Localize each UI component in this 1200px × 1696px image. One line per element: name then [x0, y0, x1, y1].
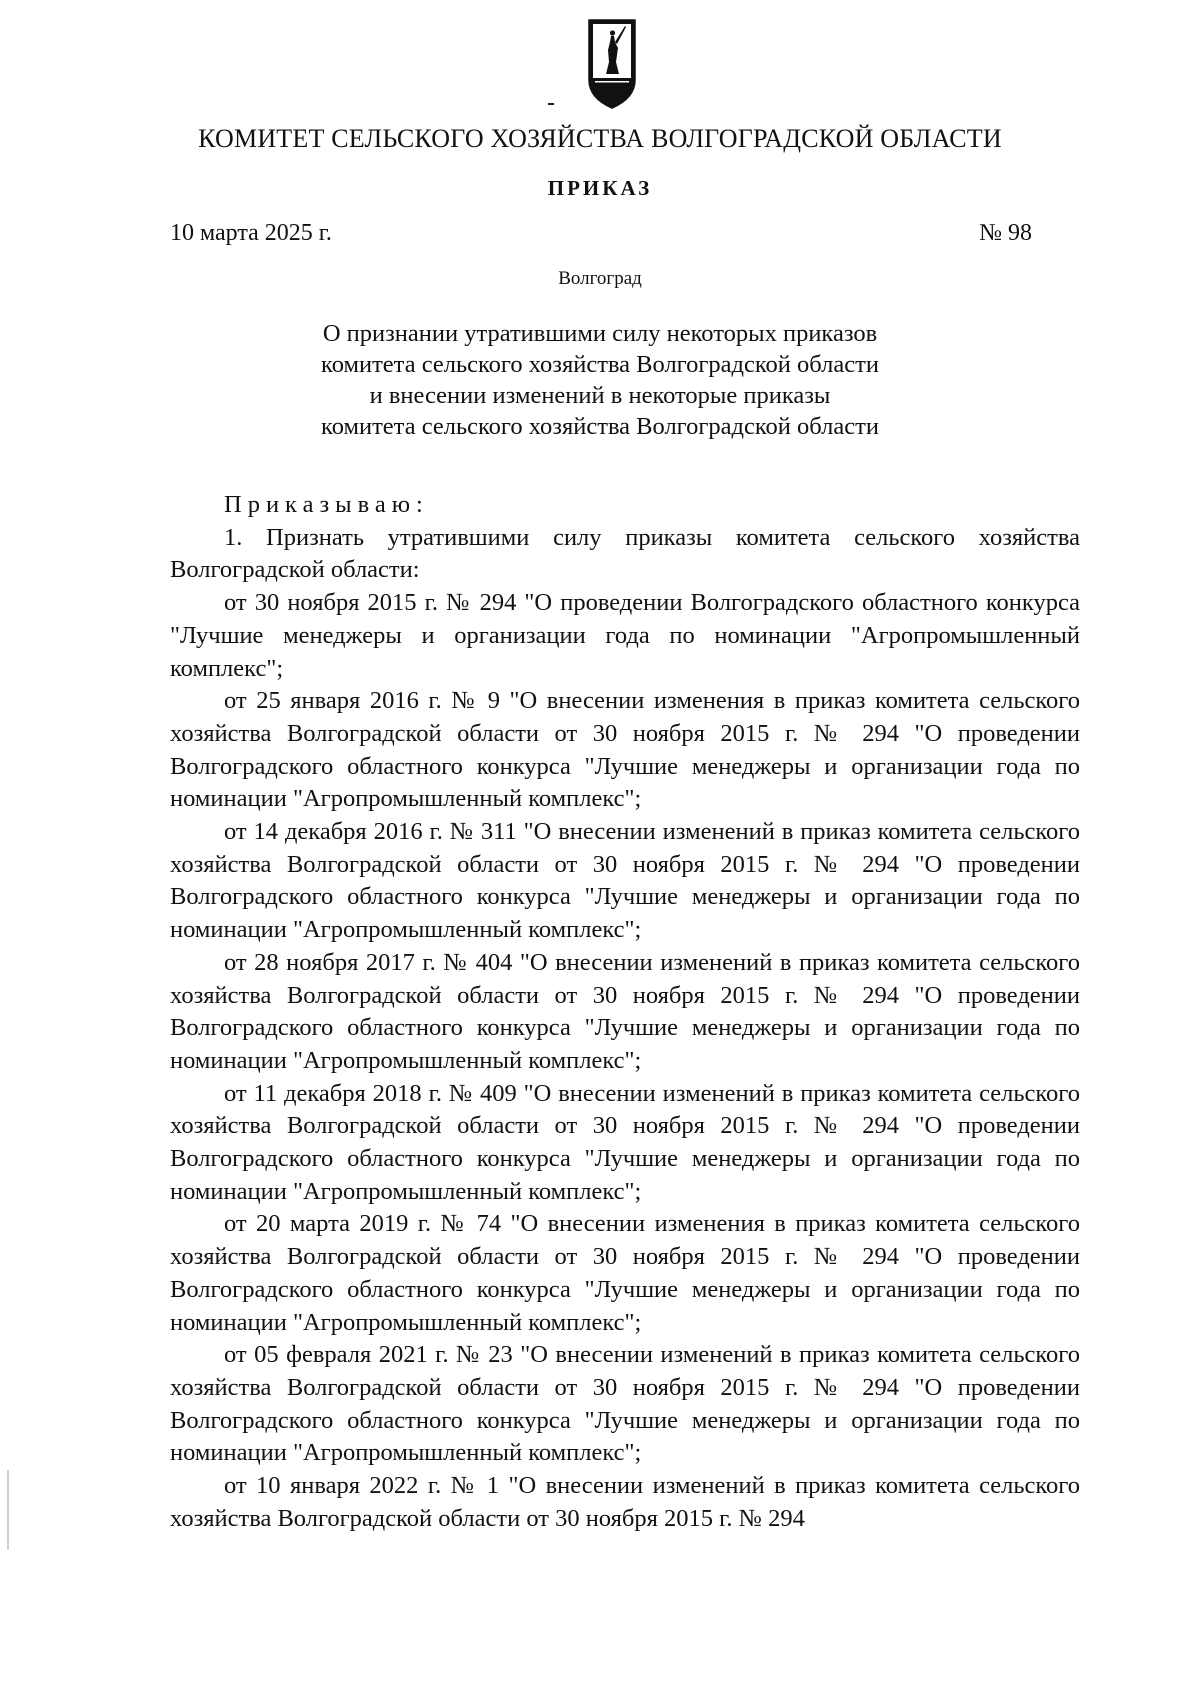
paragraph: от 11 декабря 2018 г. № 409 "О внесении изменений в приказ комитета сельского хозяйства Волгоградской области от 30 ноября 2015 г. № 294 "О проведении Волгоградского областного конкурса "Лучшие менеджеры и организации года по номинации "Агропромышленный комплекс"; [170, 1079, 1080, 1205]
document-city: Волгоград [558, 268, 642, 289]
paragraph: от 30 ноября 2015 г. № 294 "О проведении Волгоградского областного конкурса "Лучшие менеджеры и организации года по номинации "Агропромышленный комплекс"; [170, 589, 1080, 682]
paragraph: 1. Признать утратившими силу приказы комитета сельского хозяйства Волгоградской области: [170, 523, 1080, 584]
paragraph: от 28 ноября 2017 г. № 404 "О внесении изменений в приказ комитета сельского хозяйства Волгоградской области от 30 ноября 2015 г. № 294 "О проведении Волгоградского областного конкурса "Лучшие менеджеры и организации года по номинации "Агропромышленный комплекс"; [170, 948, 1080, 1074]
scan-edge-mark [7, 1470, 9, 1550]
document-body [170, 489, 1080, 1536]
paragraph: от 05 февраля 2021 г. № 23 "О внесении изменений в приказ комитета сельского хозяйства Волгоградской области от 30 ноября 2015 г. № 294 "О проведении Волгоградского областного конкурса "Лучшие менеджеры и организации года по номинации "Агропромышленный комплекс"; [170, 1341, 1080, 1467]
document-number: № 98 [979, 220, 1032, 246]
title-line: О признании утратившими силу некоторых приказов [322, 320, 878, 347]
paragraph: от 20 марта 2019 г. № 74 "О внесении изменения в приказ комитета сельского хозяйства Волгоградской области от 30 ноября 2015 г. № 294 "О проведении Волгоградского областного конкурса "Лучшие менеджеры и организации года по номинации "Агропромышленный комплекс"; [170, 1210, 1080, 1336]
document-date: 10 марта 2025 г. [170, 220, 332, 246]
title-line: комитета сельского хозяйства Волгоградской области [321, 351, 879, 378]
document-type: ПРИКАЗ [547, 176, 653, 200]
paragraph: от 10 января 2022 г. № 1 "О внесении изменений в приказ комитета сельского хозяйства Волгоградской области от 30 ноября 2015 г. № 294 [170, 1472, 1080, 1532]
committee-name: КОМИТЕТ СЕЛЬСКОГО ХОЗЯЙСТВА ВОЛГОГРАДСКОЙ ОБЛАСТИ [198, 124, 1002, 153]
title-line: комитета сельского хозяйства Волгоградской области [321, 413, 879, 440]
paragraph: от 25 января 2016 г. № 9 "О внесении изменения в приказ комитета сельского хозяйства Волгоградской области от 30 ноября 2015 г. № 294 "О проведении Волгоградского областного конкурса "Лучшие менеджеры и организации года по номинации "Агропромышленный комплекс"; [170, 687, 1080, 813]
volgograd-coat-of-arms-icon [587, 18, 637, 110]
paragraph: от 14 декабря 2016 г. № 311 "О внесении изменений в приказ комитета сельского хозяйства Волгоградской области от 30 ноября 2015 г. № 294 "О проведении Волгоградского областного конкурса "Лучшие менеджеры и организации года по номинации "Агропромышленный комплекс"; [170, 818, 1080, 944]
scan-dot [548, 103, 554, 105]
title-line: и внесении изменений в некоторые приказы [369, 382, 831, 409]
order-word: Приказываю: [224, 491, 429, 518]
document-title [200, 318, 1000, 442]
